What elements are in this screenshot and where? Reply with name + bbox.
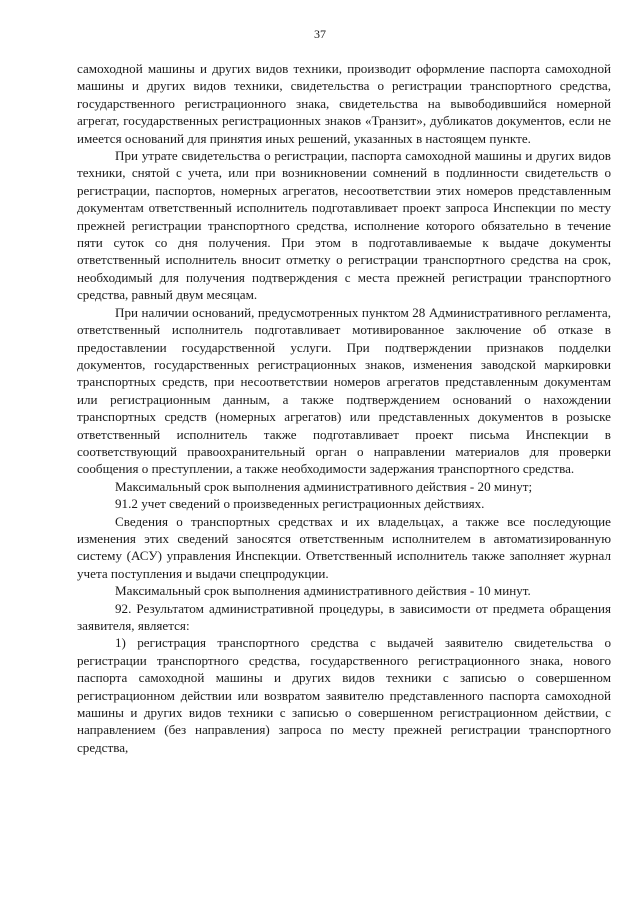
paragraph-refusal-grounds: При наличии оснований, предусмотренных пунктом 28 Административного регламента, ответственный исполнитель подготавливает мотивированное заключение об отказе в предоставлении государственной услуги. При подтверждении признаков подделки документов, государственных регистрационных знаков, изменения заводской маркировки транспортных средств, при несоответствии номеров агрегатов представленным документам или регистрационным данным, а также подтверждением оснований о нахождении транспортных средств (номерных агрегатов) или представленных документов в розыске ответственный исполнитель также подготавливает проект письма Инспекции в соответствующий правоохранительный орган о направлении материалов для проверки сообщения о преступлении, а также необходимости задержания транспортного средства. [77, 304, 611, 477]
paragraph-91-2: 91.2 учет сведений о произведенных регистрационных действиях. [115, 496, 485, 512]
paragraph-result-item-1: 1) регистрация транспортного средства с выдачей заявителю свидетельства о регистрации транспортного средства, государственного регистрационного знака, нового паспорта самоходной машины и других видов техники с записью о совершенном регистрационном действии или возвратом заявителю представленного паспорта самоходной машины и других видов техники с записью о совершенном регистрационном действии, с направлением (без направления) запроса по месту прежней регистрации транспортного средства, [77, 635, 611, 755]
paragraph-continuation: самоходной машины и других видов техники, производит оформление паспорта самоходной машины и других видов техники, свидетельства о регистрации транспортного средства, государственного регистрационного знака, свидетельства на вывободившийся номерной агрегат, государственных регистрационных знаков «Транзит», дубликатов документов, если не имеется оснований для принятия иных решений, указанных в настоящем пункте. [77, 61, 611, 146]
document-body [77, 60, 611, 756]
page-number: 37 [314, 27, 326, 41]
paragraph-max-time-10: Максимальный срок выполнения административного действия - 10 минут. [115, 583, 531, 599]
paragraph-lost-certificate: При утрате свидетельства о регистрации, паспорта самоходной машины и других видов техники, снятой с учета, или при возникновении сомнений в подлинности свидетельств о регистрации, паспортов, номерных агрегатов, несоответствии этих номеров представленным документам ответственный исполнитель подготавливает проект запроса Инспекции по месту прежней регистрации транспортного средства, исполнение которого обязательно в течение пяти суток со дня получения. При этом в подготавливаемые к выдаче документы ответственный исполнитель вносит отметку о регистрации транспортного средства на срок, необходимый для получения подтверждения с места прежней регистрации транспортного средства, равный двум месяцам. [77, 148, 611, 303]
paragraph-92-result: 92. Результатом административной процедуры, в зависимости от предмета обращения заявителя, является: [77, 600, 611, 633]
paragraph-asu-records: Сведения о транспортных средствах и их владельцах, а также все последующие изменения этих сведений заносятся ответственным исполнителем в автоматизированную систему (АСУ) управления Инспекции. Ответственный исполнитель также заполняет журнал учета поступления и выдачи спецпродукции. [77, 513, 611, 581]
paragraph-max-time-20: Максимальный срок выполнения административного действия - 20 минут; [115, 478, 533, 494]
